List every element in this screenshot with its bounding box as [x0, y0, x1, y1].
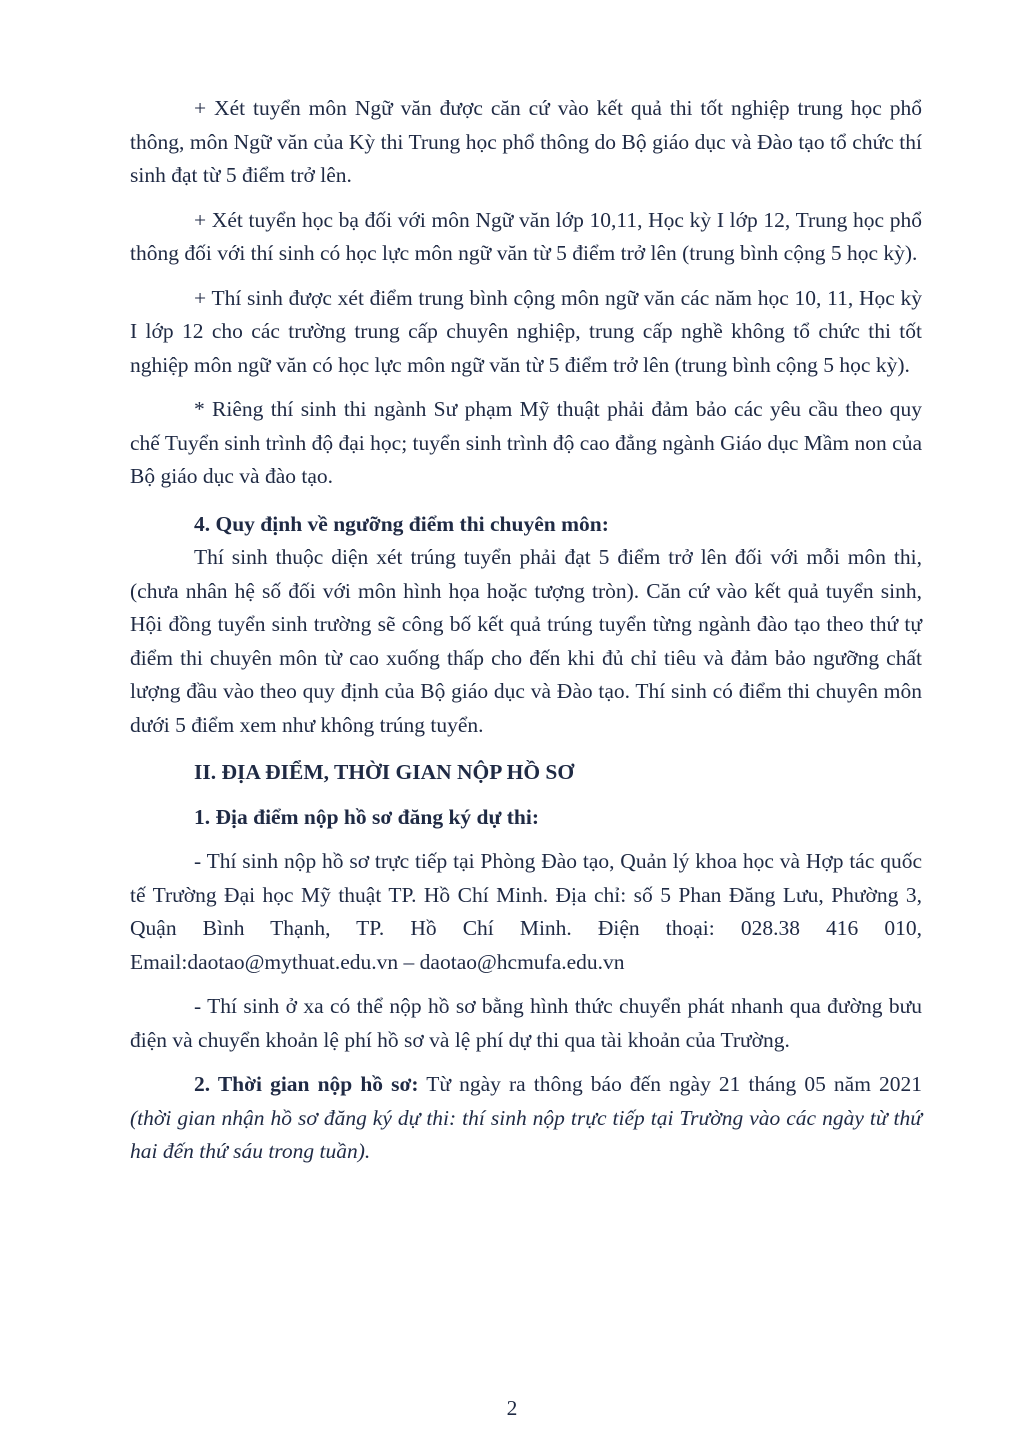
- paragraph-transcript-admission: + Xét tuyển học bạ đối với môn Ngữ văn lớp 10,11, Học kỳ I lớp 12, Trung học phổ thông đối với thí sinh có học lực môn ngữ văn từ 5 điểm trở lên (trung bình cộng 5 học kỳ).: [130, 207, 922, 265]
- heading-score-threshold: 4. Quy định về ngưỡng điểm thi chuyên môn:: [194, 511, 609, 536]
- paragraph-literature-exam-result: + Xét tuyển môn Ngữ văn được căn cứ vào kết quả thi tốt nghiệp trung học phổ thông, môn Ngữ văn của Kỳ thi Trung học phổ thông do Bộ giáo dục và Đào tạo tổ chức thí sinh đạt từ 5 điểm trở lên.: [130, 96, 922, 187]
- paragraph-remote-submission: - Thí sinh ở xa có thể nộp hồ sơ bằng hình thức chuyển phát nhanh qua đường bưu điện và chuyển khoản lệ phí hồ sơ và lệ phí dự thi qua tài khoản của Trường.: [130, 994, 922, 1052]
- submission-time-label: 2. Thời gian nộp hồ sơ:: [194, 1072, 419, 1096]
- heading-submission-location: 1. Địa điểm nộp hồ sơ đăng ký dự thi:: [194, 804, 540, 829]
- paragraph-score-threshold: Thí sinh thuộc diện xét trúng tuyển phải đạt 5 điểm trở lên đối với mỗi môn thi, (chưa nhân hệ số đối với môn hình họa hoặc tượng tròn). Căn cứ vào kết quả tuyển sinh, Hội đồng tuyển sinh trường sẽ công bố kết quả trúng tuyển từng ngành đào tạo theo thứ tự điểm thi chuyên môn từ cao xuống thấp cho đến khi đủ chỉ tiêu và đảm bảo ngưỡng chất lượng đầu vào theo quy định của Bộ giáo dục và Đào tạo. Thí sinh có điểm thi chuyên môn dưới 5 điểm xem như không trúng tuyển.: [130, 545, 922, 737]
- submission-time-note: (thời gian nhận hồ sơ đăng ký dự thi: thí sinh nộp trực tiếp tại Trường vào các ngày từ thứ hai đến thứ sáu trong tuần).: [130, 1105, 922, 1163]
- paragraph-direct-submission: - Thí sinh nộp hồ sơ trực tiếp tại Phòng Đào tạo, Quản lý khoa học và Hợp tác quốc tế Trường Đại học Mỹ thuật TP. Hồ Chí Minh. Địa chỉ: số 5 Phan Đăng Lưu, Phường 3, Quận Bình Thạnh, TP. Hồ Chí Minh. Điện thoại: 028.38 416 010, Email:daotao@mythuat.edu.vn – daotao@hcmufa.edu.vn: [130, 849, 922, 974]
- submission-time-text: Từ ngày ra thông báo đến ngày 21 tháng 05 năm 2021: [418, 1072, 922, 1096]
- document-body: [130, 92, 922, 1169]
- heading-section-ii: II. ĐỊA ĐIỂM, THỜI GIAN NỘP HỒ SƠ: [194, 760, 575, 784]
- paragraph-average-score: + Thí sinh được xét điểm trung bình cộng môn ngữ văn các năm học 10, 11, Học kỳ I lớp 12 cho các trường trung cấp chuyên nghiệp, trung cấp nghề không tổ chức thi tốt nghiệp môn ngữ văn có học lực môn ngữ văn từ 5 điểm trở lên (trung bình cộng 5 học kỳ).: [130, 285, 922, 377]
- paragraph-pedagogy-note: * Riêng thí sinh thi ngành Sư phạm Mỹ thuật phải đảm bảo các yêu cầu theo quy chế Tuyển sinh trình độ đại học; tuyển sinh trình độ cao đẳng ngành Giáo dục Mầm non của Bộ giáo dục và đào tạo.: [130, 397, 922, 488]
- page-number: 2: [506, 1396, 518, 1420]
- paragraph-submission-time: [130, 1068, 922, 1169]
